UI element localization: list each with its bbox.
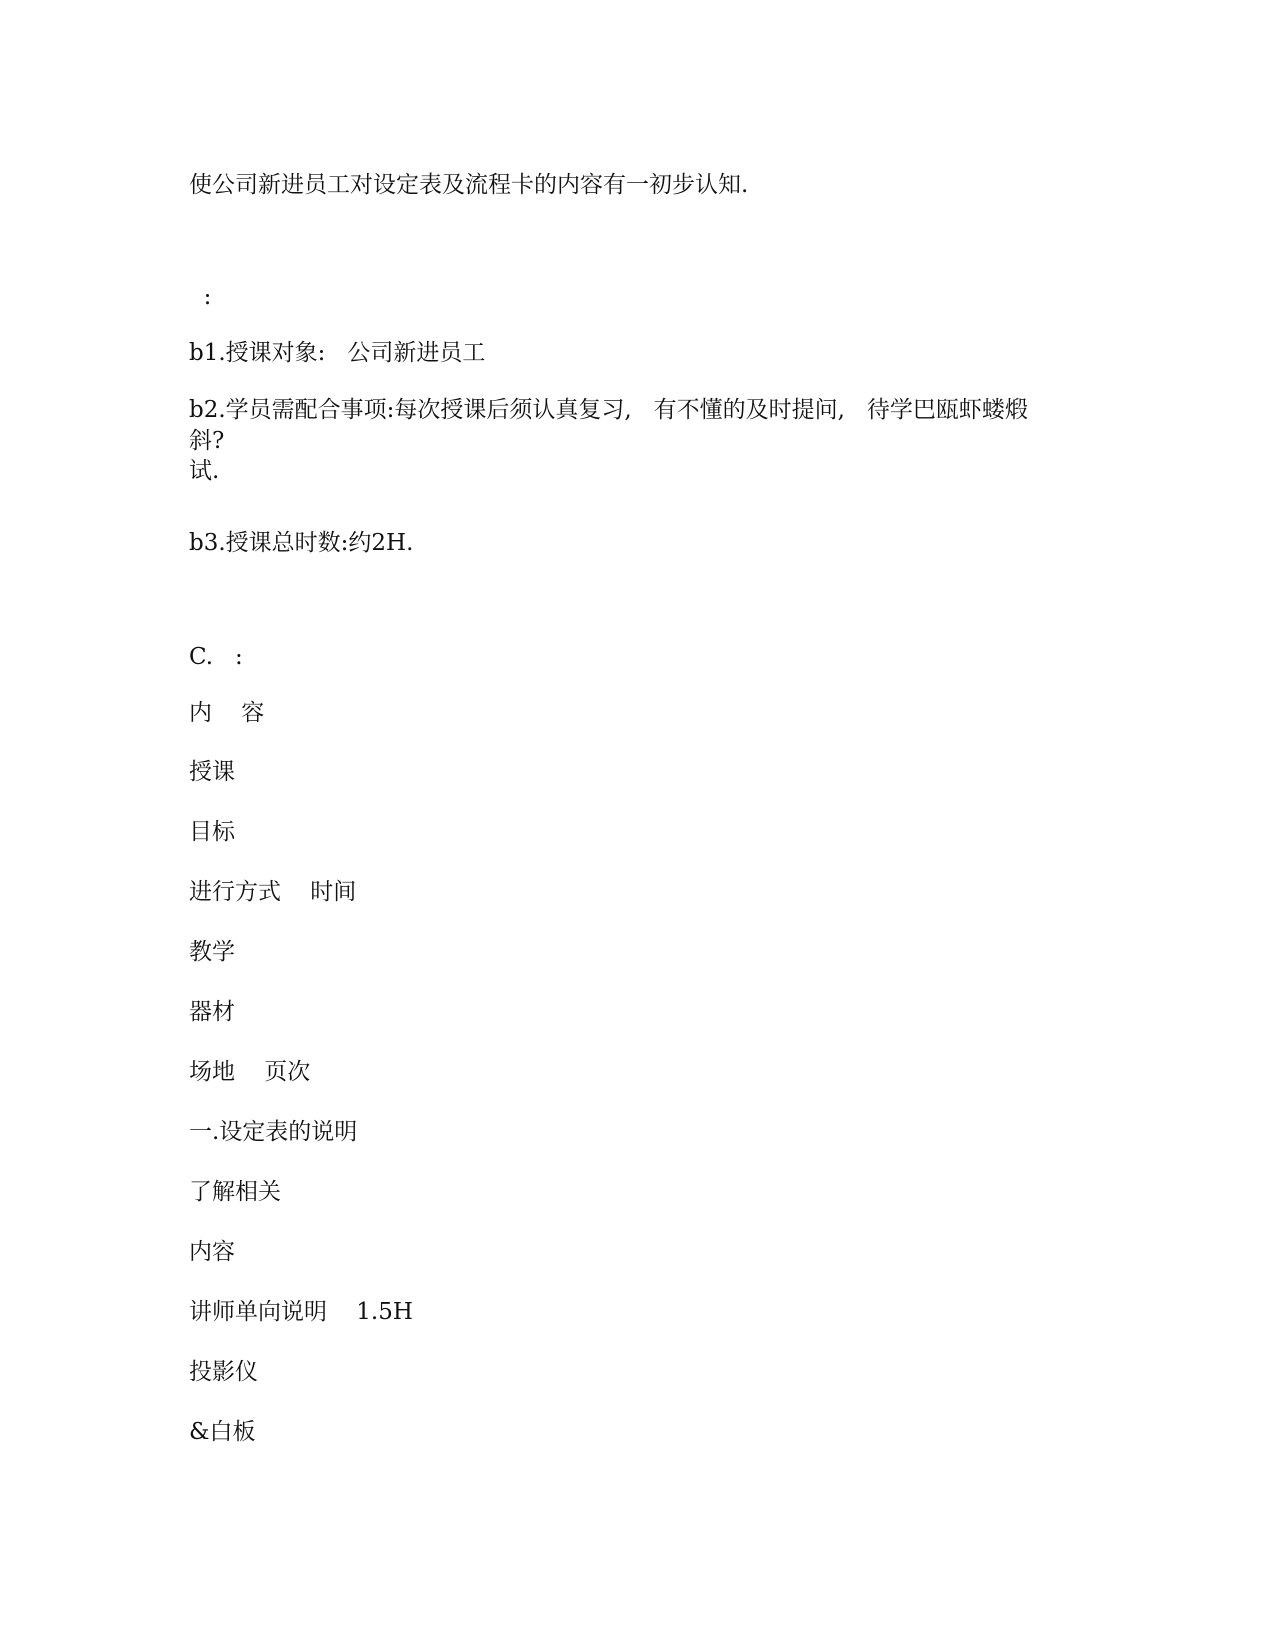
table-cell: 器材 [189, 999, 235, 1025]
b3-text: b3.授课总时数:约2H. [189, 530, 414, 556]
table-cell: 场地 页次 [189, 1059, 311, 1085]
purpose-text: 使公司新进员工对设定表及流程卡的内容有一初步认知. [189, 172, 749, 198]
b2-line-1: b2.学员需配合事项:每次授课后须认真复习, 有不懂的及时提问, 待学巴瓯虾蝼煅 [189, 397, 1028, 423]
table-cell: 一.设定表的说明 [189, 1119, 358, 1145]
table-cell: 投影仪 [189, 1359, 258, 1385]
table-cell: 讲师单向说明 1.5H [189, 1299, 413, 1325]
table-cell: 进行方式 时间 [189, 879, 357, 905]
table-cell: 教学 [189, 939, 235, 965]
b2-line-2: 斜? [189, 428, 225, 454]
table-cell: 内容 [189, 1239, 235, 1265]
table-cell: &白板 [189, 1419, 256, 1445]
section-b-heading: : [189, 284, 212, 310]
table-cell: 目标 [189, 819, 235, 845]
b2-paragraph [189, 394, 1099, 486]
table-cell: 了解相关 [189, 1179, 281, 1205]
table-cell: 授课 [189, 759, 235, 785]
section-c-heading: C. : [189, 644, 243, 670]
table-cell: 内 容 [189, 700, 265, 726]
b1-text: b1.授课对象: 公司新进员工 [189, 340, 486, 366]
b2-line-3: 试. [189, 458, 220, 484]
